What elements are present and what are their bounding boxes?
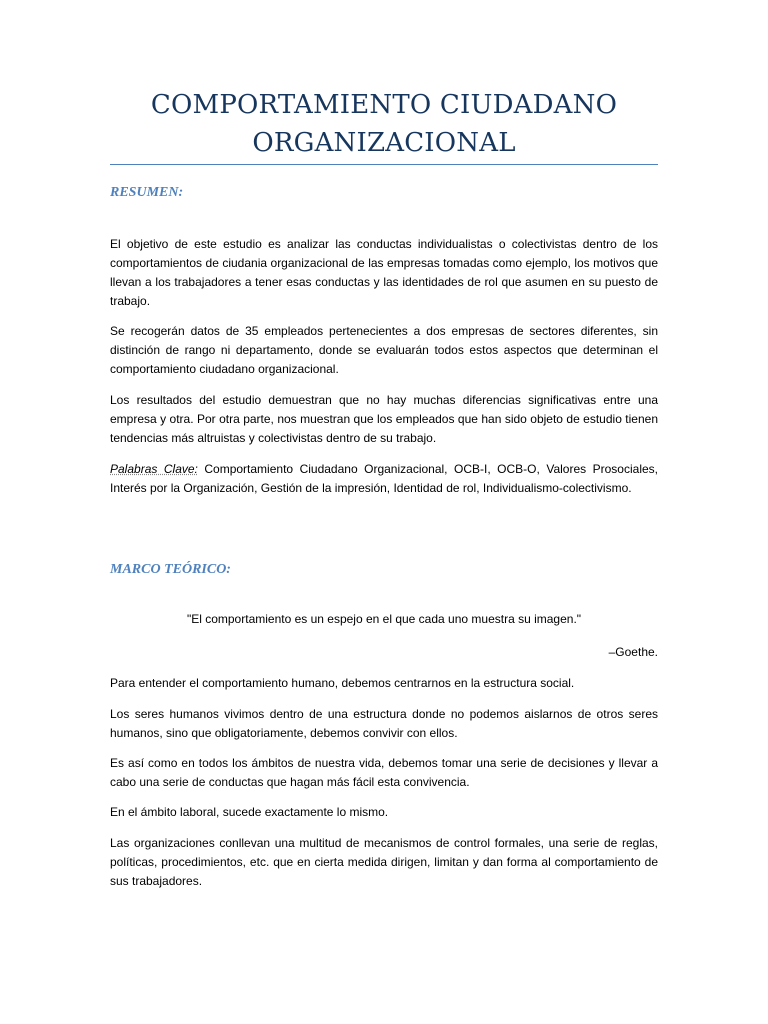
keywords-label: Palabras Clave:	[110, 462, 198, 476]
marco-paragraph-3: Es así como en todos los ámbitos de nuestra vida, debemos tomar una serie de decisiones y llevar a cabo una serie de conductas que hagan más fácil esta convivencia.	[110, 756, 658, 789]
quote-attribution: –Goethe.	[608, 645, 658, 659]
marco-teorico-heading: MARCO TEÓRICO:	[110, 562, 231, 577]
goethe-quote: "El comportamiento es un espejo en el que cada uno muestra su imagen."	[186, 612, 582, 626]
document-title	[110, 86, 658, 162]
resumen-heading: RESUMEN:	[110, 185, 184, 200]
title-divider	[110, 164, 658, 165]
document-title-line-2: ORGANIZACIONAL	[252, 128, 516, 158]
marco-paragraph-2: Los seres humanos vivimos dentro de una estructura donde no podemos aislarnos de otros seres humanos, sino que obligatoriamente, debemos convivir con ellos.	[110, 707, 658, 740]
marco-paragraph-1: Para entender el comportamiento humano, debemos centrarnos en la estructura social.	[110, 676, 575, 690]
marco-paragraph-4: En el ámbito laboral, sucede exactamente lo mismo.	[110, 805, 389, 819]
resumen-paragraph-3: Los resultados del estudio demuestran que no hay muchas diferencias significativas entre una empresa y otra. Por otra parte, nos muestran que los empleados que han sido objeto de estudio tienen tendencias más altruistas y colectivistas dentro de su trabajo.	[110, 393, 658, 445]
document-title-line-1: COMPORTAMIENTO CIUDADANO	[150, 90, 618, 120]
keywords-paragraph	[110, 460, 658, 498]
resumen-paragraph-1: El objetivo de este estudio es analizar las conductas individualistas o colectivistas dentro de los comportamientos de ciudania organizacional de las empresas tomadas como ejemplo, los motivos que llevan a los trabajadores a tener esas conductas y las identidades de rol que asumen en su puesto de trabajo.	[110, 237, 658, 308]
marco-paragraph-5: Las organizaciones conllevan una multitud de mecanismos de control formales, una serie de reglas, políticas, procedimientos, etc. que en cierta medida dirigen, limitan y dan forma al comportamiento de sus trabajadores.	[110, 836, 658, 888]
resumen-paragraph-2: Se recogerán datos de 35 empleados pertenecientes a dos empresas de sectores diferentes, sin distinción de rango ni departamento, donde se evaluarán todos estos aspectos que determinan el comportamiento ciudadano organizacional.	[110, 324, 658, 376]
keywords-list: Comportamiento Ciudadano Organizacional, OCB-I, OCB-O, Valores Prosociales, Interés por la Organización, Gestión de la impresión, Identidad de rol, Individualismo-colectivismo.	[110, 462, 658, 495]
